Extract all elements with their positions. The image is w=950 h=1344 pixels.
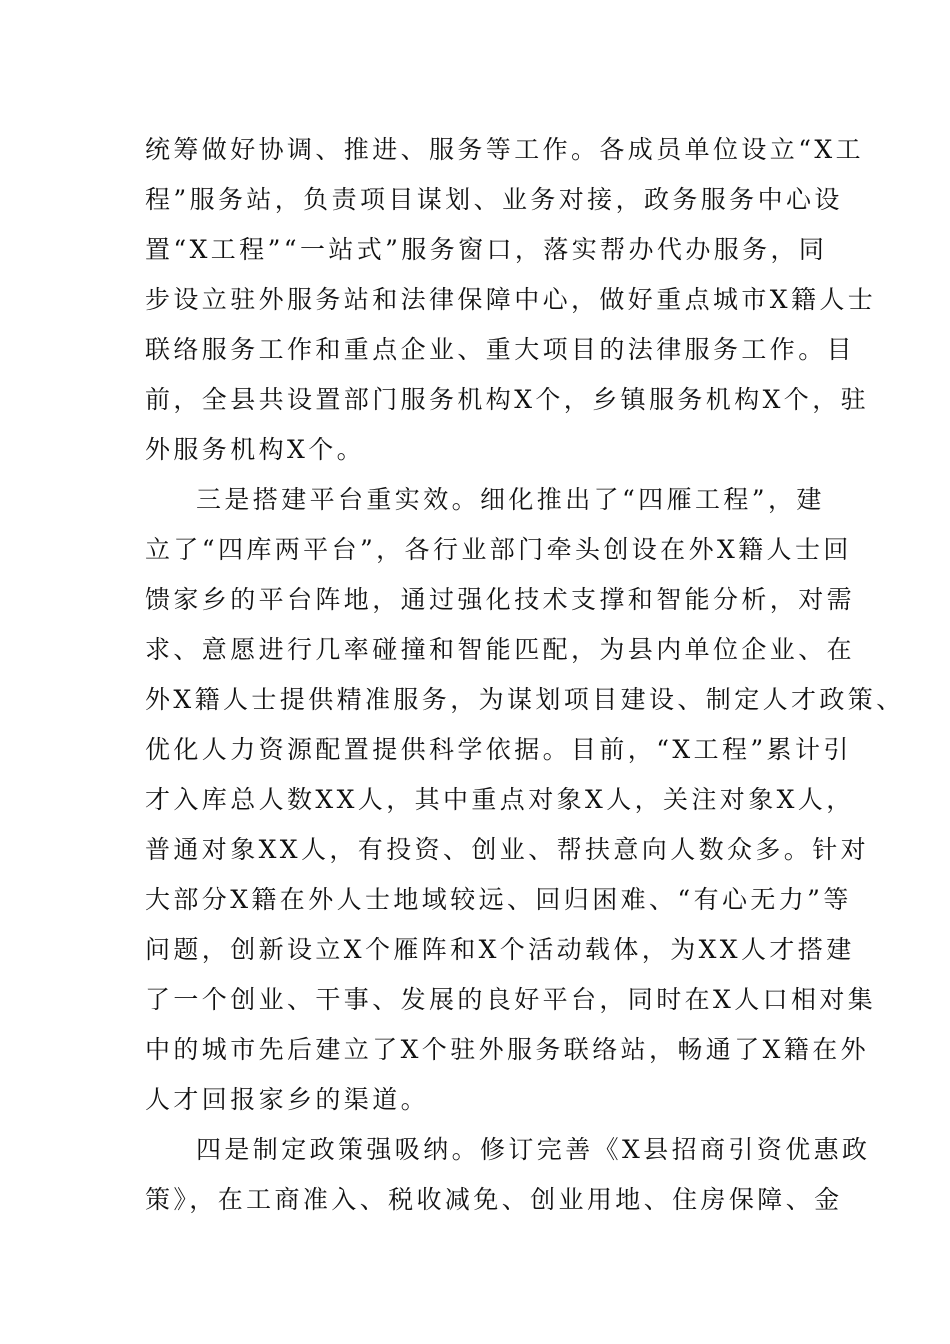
text-line: 才入库总人数XX人，其中重点对象X人，关注对象X人， [145,785,855,814]
text-line: 优化人力资源配置提供科学依据。目前，“X工程”累计引 [145,735,852,764]
paragraph-start-line: 三是搭建平台重实效。细化推出了“四雁工程”，建 [196,485,825,514]
text-line: 统筹做好协调、推进、服务等工作。各成员单位设立“X工 [145,135,864,164]
text-line: 馈家乡的平台阵地，通过强化技术支撑和智能分析，对需 [145,585,856,614]
text-line: 问题，创新设立X个雁阵和X个活动载体，为XX人才搭建 [145,935,855,964]
text-line: 联络服务工作和重点企业、重大项目的法律服务工作。目 [145,335,856,364]
text-line: 了一个创业、干事、发展的良好平台，同时在X人口相对集 [145,985,877,1014]
text-line: 策》，在工商准入、税收减免、创业用地、住房保障、金 [145,1185,843,1214]
text-line: 置“X工程”“一站式”服务窗口，落实帮办代办服务，同 [145,235,828,264]
text-line: 前，全县共设置部门服务机构X个，乡镇服务机构X个，驻 [145,385,869,414]
text-line: 大部分X籍在外人士地域较远、回归困难、“有心无力”等 [145,885,852,914]
text-line: 外X籍人士提供精准服务，为谋划项目建设、制定人才政策、 [145,685,905,714]
text-line: 步设立驻外服务站和法律保障中心，做好重点城市X籍人士 [145,285,877,314]
text-line: 普通对象XX人，有投资、创业、帮扶意向人数众多。针对 [145,835,869,864]
paragraph-start-line: 四是制定政策强吸纳。修订完善《X县招商引资优惠政 [196,1135,871,1164]
text-line: 外服务机构X个。 [145,435,365,464]
text-line: 求、意愿进行几率碰撞和智能匹配，为县内单位企业、在 [145,635,856,664]
text-line: 中的城市先后建立了X个驻外服务联络站，畅通了X籍在外 [145,1035,869,1064]
text-line: 程”服务站，负责项目谋划、业务对接，政务服务中心设 [145,185,843,214]
text-line: 人才回报家乡的渠道。 [145,1085,430,1114]
text-line: 立了“四库两平台”，各行业部门牵头创设在外X籍人士回 [145,535,852,564]
